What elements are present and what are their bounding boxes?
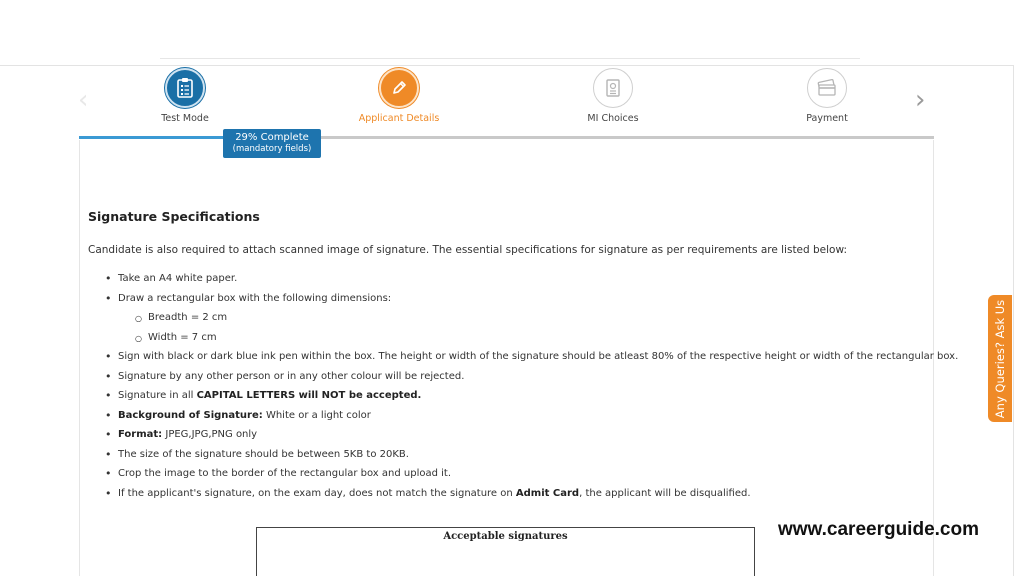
list-item: • Crop the image to the border of the rectangular box and upload it.	[88, 466, 918, 486]
any-queries-label: Any Queries? Ask Us	[993, 299, 1007, 418]
top-divider	[160, 58, 860, 59]
list-item: • Sign with black or dark blue ink pen within the box. The height or width of the signature should be atleast 80% of the respective height or width of the rectangular box.	[88, 349, 918, 369]
list-item: ○ Breadth = 2 cm	[88, 310, 918, 330]
signature-spec-list	[88, 271, 959, 505]
list-item: • The size of the signature should be between 5KB to 20KB.	[88, 447, 918, 467]
acceptable-signatures-box	[256, 527, 755, 576]
any-queries-tab[interactable]	[988, 295, 1012, 422]
list-item: • Draw a rectangular box with the following dimensions:	[88, 291, 918, 311]
document-icon	[593, 68, 633, 108]
step-label: Test Mode	[161, 113, 209, 124]
clipboard-icon	[165, 68, 205, 108]
list-item: • Take an A4 white paper.	[88, 271, 918, 291]
step-applicant-details[interactable]	[339, 68, 459, 124]
list-item: • Signature by any other person or in any other colour will be rejected.	[88, 369, 918, 389]
pencil-icon	[379, 68, 419, 108]
list-item: • Format: JPEG,JPG,PNG only	[88, 427, 918, 447]
step-label: Applicant Details	[358, 113, 440, 124]
step-mi-choices[interactable]	[553, 68, 673, 124]
step-label: MI Choices	[587, 113, 639, 124]
progress-fill	[79, 136, 228, 139]
payment-card-icon	[807, 68, 847, 108]
acceptable-signatures-title: Acceptable signatures	[443, 531, 568, 542]
list-item: • If the applicant's signature, on the exam day, does not match the signature on Admit Card, the applicant will be disqualified.	[88, 486, 918, 506]
watermark: www.careerguide.com	[778, 519, 979, 540]
list-item: • Background of Signature: White or a light color	[88, 408, 918, 428]
step-payment[interactable]	[767, 68, 887, 124]
signature-title: Signature Specifications	[88, 209, 260, 224]
step-test-mode[interactable]	[125, 68, 245, 124]
progress-percent-label: 29% Complete	[235, 132, 309, 143]
next-step-arrow-icon[interactable]: ›	[915, 85, 926, 115]
previous-step-arrow-icon[interactable]: ‹	[78, 85, 89, 115]
progress-sub-label: (mandatory fields)	[232, 144, 312, 154]
step-label: Payment	[806, 113, 848, 124]
signature-intro: Candidate is also required to attach scanned image of signature. The essential specifications for signature as per requirements are listed below:	[88, 244, 848, 256]
list-item: • Signature in all CAPITAL LETTERS will NOT be accepted.	[88, 388, 918, 408]
list-item: ○ Width = 7 cm	[88, 330, 918, 350]
